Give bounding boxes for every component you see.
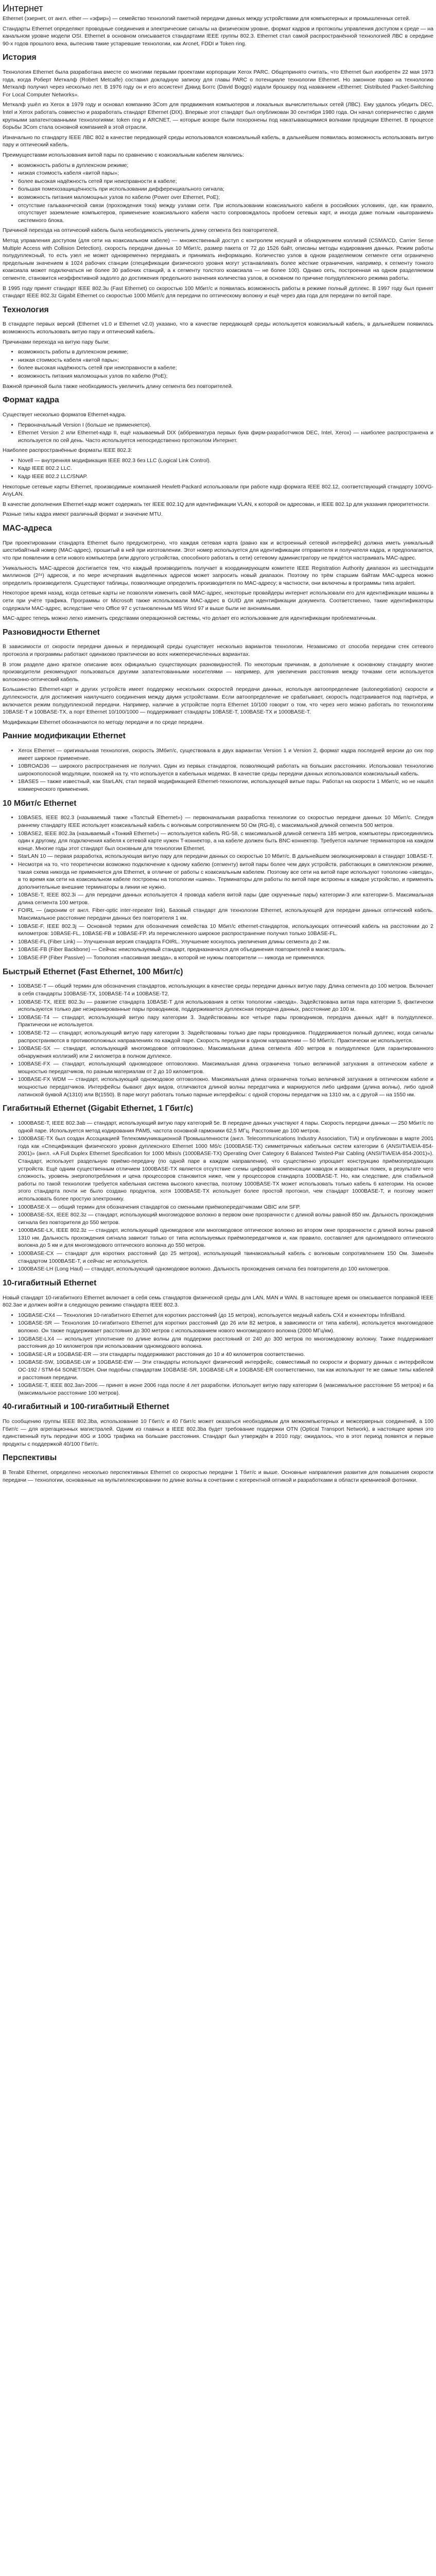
list-item: • 1000BASE-LH (Long Haul) — стандарт, использующий одномодовое волокно. Дальность прохождения сигнала без повторителя до 100 километров. [18, 1265, 433, 1273]
list-item: • 1000BASE-T, IEEE 802.3ab — стандарт, использующий витую пару категорий 5e. В передаче данных участвуют 4 пары. Скорость передачи данных — 250 Мбит/с по одной паре. Используется метод кодирования PAM5, частота основной гармоники 62,5 МГц. Расстояние до 100 метров. [18, 1120, 433, 1134]
list-item: • 100BASE-SX — стандарт, использующий многомодовое оптоволокно. Максимальная длина сегмента 400 метров в полудуплексе (для гарантированного обнаружения коллизий) или 2 километра в полном дуплексе. [18, 1045, 433, 1060]
list-item: • низкая стоимость кабеля «витой пары»; [18, 170, 433, 177]
bullet-list [3, 814, 433, 961]
list-item: • 10GBASE-CX4 — Технология 10-гигабитного Ethernet для коротких расстояний (до 15 метров), используется медный кабель CX4 и коннекторы InfiniBand. [18, 1312, 433, 1319]
section-title: Ранние модификации Ethernet [3, 732, 126, 741]
list-item: • 10GBASE-T, IEEE 802.3an-2006 — принят в июне 2006 года после 4 лет разработки. Использует витую пару категории 6 (максимальное расстояние 55 метров) и 6a (максимальное расстояние 100 метров). [18, 1382, 433, 1397]
list-item: • более высокая надёжность сетей при неисправности в кабеле; [18, 364, 433, 372]
section-title: 40-гигабитный и 100-гигабитный Ethernet [3, 1402, 169, 1412]
list-item: • 10GBASE-SR — Технология 10-гигабитного Ethernet для коротких расстояний (до 26 или 82 метров, в зависимости от типа кабеля), используется многомодовое волокно. Он также поддерживает расстояния до 300 метров с использованием нового многомодового волокна (2000 МГц/км). [18, 1319, 433, 1334]
section-paragraph: Метод управления доступом (для сети на коаксиальном кабеле) — множественный доступ с контролем несущей и обнаружением коллизий (CSMA/CD, Carrier Sense Multiple Access with Collision Detection), скорость передачи данных 10 Мбит/с, размер пакета от 72 до 1526 байт, описаны методы кодирования данных. Режим работы полудуплексный, то есть узел не может одновременно передавать и принимать информацию. Количество узлов в одном разделяемом сегменте сети ограничено предельным значением в 1024 рабочих станции (спецификации физического уровня могут устанавливать более жёсткие ограничения, например, к сегменту тонкого коаксиала может подключаться не более 30 рабочих станций, а к сегменту толстого коаксиала — не более 100). Однако сеть, построенная на одном разделяемом сегменте, становится неэффективной задолго до достижения предельного значения количества узлов, в основном по причине полудуплексного режима работы. [3, 237, 433, 281]
section-paragraph: Некоторые сетевые карты Ethernet, производимые компанией Hewlett-Packard использовали при работе кадр формата IEEE 802.12, соответствующий стандарту 100VG-AnyLAN. [3, 483, 433, 498]
section-paragraph: Причиной перехода на оптический кабель была необходимость увеличить длину сегмента без повторителей. [3, 227, 278, 234]
section [3, 733, 433, 793]
section-paragraph: При проектировании стандарта Ethernet было предусмотрено, что каждая сетевая карта (равно как и встроенный сетевой интерфейс) должна иметь уникальный шестибайтный номер (MAC-адрес), прошитый в ней при изготовлении. Этот номер используется для идентификации отправителя и получателя кадра, и предполагается, что при появлении в сети нового компьютера (или другого устройства, способного работать в сети) сетевому администратору не придётся настраивать MAC-адрес. [3, 539, 433, 561]
section-title: Технология [3, 305, 49, 314]
section-paragraph: Изначально по стандарту IEEE ЛВС 802 в качестве передающей среды использовался коаксиальный кабель, в дальнейшем появилась возможность использовать витую пару и оптический кабель. [3, 134, 433, 148]
section [3, 1454, 433, 1484]
section-paragraph: MAC-адрес теперь можно легко изменить средствами операционной системы, что делает его использование для идентификации проблематичным. [3, 615, 377, 622]
section-title: 10 Мбит/с Ethernet [3, 799, 77, 808]
bullet-list [3, 421, 433, 445]
section-paragraph: Существует несколько форматов Ethernet-кадра. [3, 411, 126, 418]
list-item: • Кадр IEEE 802.2 LLC. [18, 465, 433, 472]
section-title: Разновидности Ethernet [3, 628, 100, 637]
section-paragraph: В зависимости от скорости передачи данных и передающей среды существует несколько вариантов технологии. Независимо от способа передачи стек сетевого протокола и программы работают одинаково практически во всех нижеперечисленных вариантах. [3, 643, 433, 657]
list-item: • низкая стоимость кабеля «витой пары»; [18, 357, 433, 364]
list-item: • FOIRL — (акроним от англ. Fiber-optic inter-repeater link). Базовый стандарт для технологии Ethernet, использующей для передачи данных оптический кабель. Максимальное расстояние передачи данных без повторителя 1 км. [18, 907, 433, 922]
list-item: • 10GBASE-SW, 10GBASE-LW и 10GBASE-EW — Эти стандарты используют физический интерфейс, совместимый по скорости и формату данных с интерфейсом OC-192 / STM-64 SONET/SDH. Они подобны стандартам 10GBASE-SR, 10GBASE-LR и 10GBASE-ER соответственно, так как используют те же самые типы кабелей и расстояния передачи. [18, 1359, 433, 1381]
section-paragraph: Разные типы кадра имеют различный формат и значение MTU. [3, 511, 163, 518]
section-title: Гигабитный Ethernet (Gigabit Ethernet, 1 Гбит/с) [3, 1104, 194, 1113]
section-paragraph: Некоторое время назад, когда сетевые карты не позволяли изменить свой MAC-адрес, некоторые провайдеры интернет использовали его для идентификации машины в сети при учёте трафика. Программы от Microsoft также использовали MAC-адрес в GUID для идентификации документа. Соответственно, такие идентификаторы содержали MAC-адрес, вследствие чего Office 97 с установленным MS Word 97 и выше были не анонимными. [3, 590, 433, 612]
section-paragraph: Важной причиной была также необходимость увеличить длину сегмента без повторителей. [3, 383, 233, 389]
list-item: • Ethernet Version 2 или Ethernet-кадр II, ещё называемый DIX (аббревиатура первых букв фирм-разработчиков DEC, Intel, Xerox) — наиболее распространена и используется по сей день. Часто используется непосредственно протоколом Интернет. [18, 429, 433, 444]
section-title: История [3, 53, 37, 62]
section [3, 1105, 433, 1273]
list-item: • отсутствие гальванической связи (прохождения тока) между узлами сети. При использовании коаксиального кабеля в российских условиях, где, как правило, отсутствует заземление компьютеров, применение коаксиального кабеля часто сопровождалось пробоем сетевых карт, и иногда даже полным «выгоранием» системного блока. [18, 202, 433, 225]
section-paragraph: Причинами перехода на витую пару были: [3, 338, 110, 345]
article-body [3, 15, 433, 1484]
list-item: • 10BASE-FP (Fiber Passive) — Топология «пассивная звезда», в которой не нужны повторители — никогда не применялся. [18, 954, 433, 962]
section-title: 10-гигабитный Ethernet [3, 1278, 97, 1287]
list-item: • 100BASE-T2 — стандарт, использующий витую пару категории 3. Задействованы только две пары проводников. Поддерживается полный дуплекс, когда сигналы распространяются в противоположных направлениях по каждой паре. Скорость передачи в одном направлении — 50 Мбит/с. Практически не используется. [18, 1029, 433, 1044]
intro-paragraph: Стандарты Ethernet определяют проводные соединения и электрические сигналы на физическом уровне, формат кадров и протоколы управления доступом к среде — на канальном уровне модели OSI. Ethernet в основном описывается стандартами IEEE группы 802.3. Ethernet стал самой распространённой технологией ЛВС в середине 90-х годов прошлого века, вытеснив такие устаревшие технологии, как Arcnet, FDDI и Token ring. [3, 25, 433, 47]
list-item: • 1000BASE-LX, IEEE 802.3z — стандарт, использующий одномодовое или многомодовое оптическое волокно во втором окне прозрачности с длиной волны равной 1310 нм. Дальность прохождения сигнала зависит только от типа используемых приёмопередатчиков и, как правило, составляет для одномодового оптического волокна до 5 км и для многомодового оптического волокна до 550 метров. [18, 1227, 433, 1249]
list-item: • 100BASE-TX, IEEE 802.3u — развитие стандарта 10BASE-T для использования в сетях топологии «звезда». Задействована витая пара категории 5, фактически используются только две неэкранированные пары проводников, поддерживается дуплексная передача данных, расстояние до 100 м. [18, 998, 433, 1013]
section-paragraph: В этом разделе дано краткое описание всех официально существующих разновидностей. По некоторым причинам, в дополнение к основному стандарту многие производители рекомендуют пользоваться другими запатентованными носителями — например, для увеличения расстояния между точками сети используется волоконно-оптический кабель. [3, 661, 433, 683]
bullet-list [3, 348, 433, 380]
list-item: • 10BROAD36 — широкого распространения не получил. Один из первых стандартов, позволяющий работать на больших расстояниях. Использовал технологию широкополосной модуляции, похожей на ту, что используется в кабельных модемах. В качестве среды передачи данных использовался коаксиальный кабель. [18, 762, 433, 777]
list-item: • Novell — внутренняя модификация IEEE 802.3 без LLC (Logical Link Control). [18, 457, 433, 465]
list-item: • Несмотря на то, что теоретически возможно подключение к одному кабелю (сегменту) витой пары более чем двух устройств, работающих в симплексном режиме, такая схема никогда не применяется для Ethernet, в отличие от работы с коаксиальным кабелем. Поэтому все сети на витой паре используют топологию «звезда», в то время как сети на коаксиальном кабеле построены на топологии «шина». Терминаторы для работы по витой паре встроены в каждое устройство, и применять дополнительные внешние терминаторы в линии не нужно. [18, 861, 433, 891]
list-item: • 10BASE-FB (Fiber Backbone) — Сейчас неиспользуемый стандарт, предназначался для объединения повторителей в магистраль. [18, 946, 433, 954]
bullet-list [3, 982, 433, 1098]
list-item: • 100BASE-T — общий термин для обозначения стандартов, использующих в качестве среды передачи данных витую пару. Длина сегмента до 100 метров. Включает в себя стандарты 100BASE-TX, 100BASE-T4 и 100BASE-T2. [18, 982, 433, 997]
list-item: • 1000BASE-SX, IEEE 802.3z — стандарт, использующий многомодовое волокно в первом окне прозрачности с длиной волны равной 850 нм. Дальность прохождения сигнала без повторителя до 550 метров. [18, 1211, 433, 1226]
section-title: MAC-адреса [3, 524, 52, 533]
section-paragraph: Технология Ethernet была разработана вместе со многими первыми проектами корпорации Xerox PARC. Общепринято считать, что Ethernet был изобретён 22 мая 1973 года, когда Роберт Меткалф (Robert Metcalfe) составил докладную записку для главы PARC о потенциале технологии Ethernet. Но законное право на технологию Меткалф получил через несколько лет. В 1976 году он и его ассистент Дэвид Боггс (David Boggs) издали брошюру под названием «Ethernet: Distributed Packet-Switching For Local Computer Networks». [3, 69, 433, 98]
list-item: • возможность работы в дуплексном режиме; [18, 162, 433, 170]
list-item: • возможность питания маломощных узлов по кабелю (PoE); [18, 372, 433, 380]
section [3, 969, 433, 1099]
list-item: • 1000BASE-TX был создан Ассоциацией Телекоммуникационной Промышленности (англ. Telecommunications Industry Association, TIA) и опубликован в марте 2001 года как «Спецификация физического уровня дуплексного Ethernet 1000 Мб/с (1000BASE-TX) симметричных кабельных систем категории 6 (ANSI/TIA/EIA-854-2001)» (англ. «A Full Duplex Ethernet Specification for 1000 Mbis/s (1000BASE-TX) Operating Over Category 6 Balanced Twisted-Pair Cabling (ANSI/TIA/EIA-854-2001)»). Стандарт, использует раздельную приёмо-передачу (по одной паре в каждом направлении), что существенно упрощает конструкцию приёмопередающих устройств. Ещё одним существенным отличием 1000BASE-TX является отсутствие схемы цифровой компенсации наводок и возвратных помех, в результате чего сложность, уровень энергопотребления и цена процессоров становится ниже, чем у процессоров стандарта 1000BASE-T. Но, как следствие, для стабильной работы по такой технологии требуется кабельная система высокого качества, поэтому 1000BASE-TX может использовать только кабель 6 категории. На основе этого стандарта почти не было создано продуктов, хотя 1000BASE-TX использует более простой протокол, чем стандарт 1000BASE-T, и поэтому может использовать более простую электронику. [18, 1135, 433, 1202]
list-item: • 10GBASE-LR и 10GBASE-ER — эти стандарты поддерживают расстояния до 10 и 40 километров соответственно. [18, 1351, 433, 1359]
breadcrumb[interactable]: Интернет [3, 3, 43, 13]
list-item: • 100BASE-FX WDM — стандарт, использующий одномодовое оптоволокно. Максимальная длина ограничена только величиной затухания в оптическом кабеле и мощностью передатчиков. Интерфейсы бывают двух видов, отличаются длиной волны передатчика и маркируются либо цифрами (длина волны), либо одной латинской буквой A(1310) или B(1550). В паре могут работать только парные интерфейсы: с одной стороны передатчик на 1310 нм, а с другой — на 1550 нм. [18, 1076, 433, 1098]
list-item: • 100BASE-T4 — стандарт, использующий витую пару категории 3. Задействованы все четыре пары проводников, передача данных идёт в полудуплексе. Практически не используется. [18, 1014, 433, 1029]
list-item: • 100BASE-FX — стандарт, использующий одномодовое оптоволокно. Максимальная длина ограничена только величиной затухания в оптическом кабеле и мощностью передатчиков, по разным материалам от 2 до 10 километров. [18, 1060, 433, 1075]
list-item: • возможность работы в дуплексном режиме; [18, 348, 433, 356]
list-item: • Первоначальный Version I (больше не применяется). [18, 421, 433, 429]
section [3, 1403, 433, 1448]
list-item: • 1000BASE-CX — стандарт для коротких расстояний (до 25 метров), использующий твинаксиальный кабель с волновым сопротивлением 150 Ом. Заменён стандартом 1000BASE-T, и сейчас не используется. [18, 1250, 433, 1265]
section-paragraph: Меткалф ушёл из Xerox в 1979 году и основал компанию 3Com для продвижения компьютеров и локальных вычислительных сетей (ЛВС). Ему удалось убедить DEC, Intel и Xerox работать совместно и разработать стандарт Ethernet (DIX). Впервые этот стандарт был опубликован 30 сентября 1980 года. Он начал соперничество с двумя крупными запатентованными технологиями: token ring и ARCNET, — которые вскоре были похоронены под накатывающимися волнами продукции Ethernet. В процессе борьбы 3Com стала основной компанией в этой отрасли. [3, 101, 433, 131]
list-item: • возможность питания маломощных узлов по кабелю (Power over Ethernet, PoE); [18, 194, 433, 201]
bullet-list [3, 1120, 433, 1273]
intro-paragraph: Ethernet (эзернет, от англ. ether — «эфир») — семейство технологий пакетной передачи данных между устройствами для компьютерных и промышленных сетей. [3, 15, 410, 22]
section [3, 525, 433, 622]
section-paragraph: В 1995 году принят стандарт IEEE 802.3u (Fast Ethernet) со скоростью 100 Мбит/с и появилась возможность работы в режиме полный дуплекс. В 1997 году был принят стандарт IEEE 802.3z Gigabit Ethernet со скоростью 1000 Мбит/с для передачи по оптическому волокну и ещё через два года для передачи по витой паре. [3, 285, 433, 299]
list-item: • StarLAN 10 — первая разработка, использующая витую пару для передачи данных со скоростью 10 Мбит/с. В дальнейшем эволюционировал в стандарт 10BASE-T. [18, 853, 433, 860]
list-item: • Xerox Ethernet — оригинальная технология, скорость 3Мбит/с, существовала в двух вариантах Version 1 и Version 2, формат кадра последней версии до сих пор имеет широкое применение. [18, 747, 433, 762]
section-paragraph: В Terabit Ethernet, определено несколько перспективных Ethernet со скоростью передачи 1 Тбит/с и выше. Основные направления развития для повышения скорости передачи — технологии, основанные на мультиплексировании по длине волны в сочетании с когерентной оптикой и разработками в области кремниевой фотоники. [3, 1469, 433, 1483]
list-item: • 1000BASE-X — общий термин для обозначения стандартов со сменными приёмопередатчиками GBIC или SFP. [18, 1204, 433, 1211]
section-paragraph: В стандарте первых версий (Ethernet v1.0 и Ethernet v2.0) указано, что в качестве передающей среды используется коаксиальный кабель, в дальнейшем появилась возможность использовать витую пару и оптический кабель. [3, 321, 433, 335]
section-paragraph: По сообщению группы IEEE 802.3ba, использование 10 Гбит/с и 40 Гбит/с может оказаться необходимым для межкомпьютерных и межсерверных соединений, а 100 Гбит/с — для агрегационных магистралей. Одним из главных в IEEE 802.3ba будет требование поддержки OTN (Optical Transport Network), в настоящее время это единственный путь передачи 40G и 100G трафика на большие расстояния. Стандарт был утверждён в 2010 году; ожидалось, что в этот период появятся и первые продукты с поддержкой 40/100 Гбит/с. [3, 1418, 433, 1447]
list-item: • 10GBASE-LX4 — использует уплотнение по длине волны для поддержки расстояний от 240 до 300 метров по многомодовому волокну. Также поддерживает расстояния до 10 километров при использовании одномодового волокна. [18, 1335, 433, 1350]
section [3, 629, 433, 726]
bullet-list [3, 1312, 433, 1397]
section-paragraph: Уникальность MAC-адресов достигается тем, что каждый производитель получает в координирующем комитете IEEE Registration Authority диапазон из шестнадцати миллионов (2²⁴) адресов, и по мере исчерпания выделенных адресов может запросить новый диапазон. Поэтому по трём старшим байтам MAC-адреса можно определить производителя. Существуют таблицы, позволяющие определить производителя по MAC-адресу; в частности, они включены в программы типа arpalert. [3, 565, 433, 586]
list-item: • 10BASE-F, IEEE 802.3j — Основной термин для обозначения семейства 10 Мбит/с ethernet-стандартов, использующих оптический кабель на расстоянии до 2 километров: 10BASE-FL, 10BASE-FB и 10BASE-FP. Из перечисленного широкое распространение получил только 10BASE-FL. [18, 923, 433, 938]
bullet-list [3, 747, 433, 793]
bullet-list [3, 162, 433, 225]
list-item: • 10BASE-T, IEEE 802.3i — для передачи данных используется 4 провода кабеля витой пары (две скрученные пары) категории-3 или категории-5. Максимальная длина сегмента 100 метров. [18, 891, 433, 906]
list-item: • 10BASE5, IEEE 802.3 (называемый также «Толстый Ethernet») — первоначальная разработка технологии со скоростью передачи данных 10 Мбит/с. Следуя раннему стандарту IEEE использует коаксиальный кабель с волновым сопротивлением 50 Ом (RG-8), с максимальной длиной сегмента 500 метров. [18, 814, 433, 829]
section-paragraph: Наиболее распространённые форматы IEEE 802.3: [3, 447, 132, 454]
section [3, 800, 433, 962]
section [3, 54, 433, 299]
list-item: • 1BASE5 — также известный, как StarLAN, стал первой модификацией Ethernet-технологии, использующей витые пары. Работал на скорости 1 Мбит/с, но не нашёл коммерческого применения. [18, 778, 433, 793]
section-paragraph: Модификации Ethernet обозначаются по методу передачи и по среде передачи. [3, 719, 204, 725]
bullet-list [3, 457, 433, 481]
list-item: • более высокая надёжность сетей при неисправности в кабеле; [18, 178, 433, 185]
section-title: Перспективы [3, 1453, 57, 1463]
section-paragraph: Новый стандарт 10-гигабитного Ethernet включает в себя семь стандартов физической среды для LAN, MAN и WAN. В настоящее время он описывается поправкой IEEE 802.3ae и должен войти в следующую ревизию стандарта IEEE 802.3. [3, 1294, 433, 1309]
list-item: • 10BASE-FL (Fiber Link) — Улучшенная версия стандарта FOIRL. Улучшение коснулось увеличения длины сегмента до 2 км. [18, 938, 433, 946]
list-item: • 10BASE2, IEEE 802.3a (называемый «Тонкий Ethernet») — используется кабель RG-58, с максимальной длиной сегмента 185 метров, компьютеры присоединялись один к другому, для подключения кабеля к сетевой карте нужен T-коннектор, а на кабеле должен быть BNC-коннектор. Требуется наличие терминаторов на каждом конце. Многие годы этот стандарт был основным для технологии Ethernet. [18, 830, 433, 853]
section [3, 1280, 433, 1397]
section-title: Формат кадра [3, 396, 59, 405]
section-title: Быстрый Ethernet (Fast Ethernet, 100 Мбит/с) [3, 967, 183, 976]
section [3, 307, 433, 390]
section-paragraph: В качестве дополнения Ethernet-кадр может содержать тег IEEE 802.1Q для идентификации VLAN, к которой он адресован, и IEEE 802.1p для указания приоритетности. [3, 501, 430, 507]
section-paragraph: Преимуществами использования витой пары по сравнению с коаксиальным кабелем являлись: [3, 152, 245, 159]
list-item: • большая помехозащищённость при использовании дифференциального сигнала; [18, 185, 433, 193]
list-item: • Кадр IEEE 802.2 LLC/SNAP. [18, 473, 433, 481]
section-paragraph: Большинство Ethernet-карт и других устройств имеет поддержку нескольких скоростей передачи данных, используя автоопределение (autonegotiation) скорости и дуплексности, для достижения наилучшего соединения между двумя устройствами. Если автоопределение не срабатывает, скорость подстраивается под партнёра, и включается режим полудуплексной передачи. Например, наличие в устройстве порта Ethernet 10/100 говорит о том, что через него можно работать по технологиям 10BASE-T и 100BASE-TX, а порт Ethernet 10/100/1000 — поддерживает стандарты 10BASE-T, 100BASE-TX и 1000BASE-T. [3, 686, 433, 716]
section [3, 397, 433, 518]
